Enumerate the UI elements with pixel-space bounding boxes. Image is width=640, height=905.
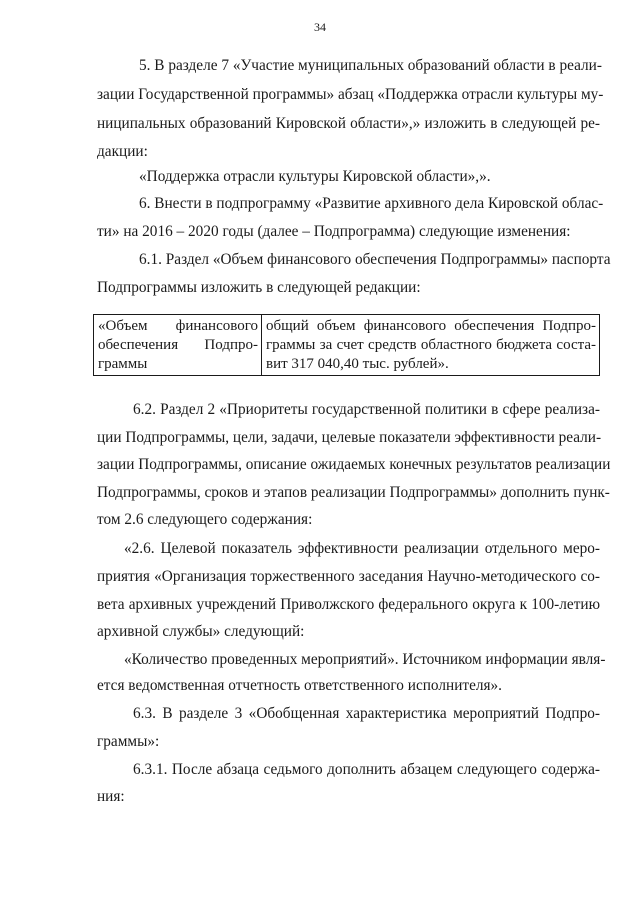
paragraph-6-line-2: ти» на 2016 – 2020 годы (далее – Подпрограмма) следующие изменения: (97, 223, 571, 240)
table-right-line-1: общий объем финансового обеспечения Подпро- (266, 318, 596, 334)
paragraph-2-6b-line-2: ется ведомственная отчетность ответственного исполнителя». (97, 677, 503, 694)
paragraph-5-line-1: 5. В разделе 7 «Участие муниципальных образований области в реали- (139, 57, 602, 74)
table-left-line-2: обеспечения Подпро- (98, 337, 258, 353)
table-right-line-3: вит 317 040,40 тыс. рублей». (266, 356, 449, 372)
paragraph-5-line-3: ниципальных образований Кировской области»,» изложить в следующей ре- (97, 115, 600, 132)
table-cell-right (266, 317, 596, 374)
paragraph-6-2-line-1: 6.2. Раздел 2 «Приоритеты государственной политики в сфере реализа- (133, 401, 600, 418)
paragraph-6-3-line-2: граммы»: (97, 733, 160, 750)
paragraph-2-6b-line-1: «Количество проведенных мероприятий». Источником информации явля- (124, 651, 606, 668)
financing-table (93, 314, 600, 376)
table-left-line-1: «Объем финансового (98, 318, 258, 334)
paragraph-5-line-4: дакции: (97, 143, 148, 160)
table-column-divider (261, 315, 262, 375)
paragraph-6-3-line-1: 6.3. В разделе 3 «Обобщенная характеристика мероприятий Подпро- (133, 705, 600, 722)
paragraph-6-2-line-3: зации Подпрограммы, описание ожидаемых конечных результатов реализации (97, 456, 611, 473)
paragraph-2-6-line-3: вета архивных учреждений Приволжского федерального округа к 100-летию (97, 596, 600, 613)
table-right-line-2: граммы за счет средств областного бюджета соста- (266, 337, 596, 353)
paragraph-5-quote: «Поддержка отрасли культуры Кировской области»,». (139, 168, 491, 185)
paragraph-2-6-line-2: приятия «Организация торжественного заседания Научно-методического со- (97, 568, 600, 585)
paragraph-6-2-line-5: том 2.6 следующего содержания: (97, 511, 313, 528)
table-cell-left (98, 317, 258, 374)
table-left-line-3: граммы (98, 356, 148, 372)
paragraph-2-6-line-1: «2.6. Целевой показатель эффективности реализации отдельного меро- (124, 540, 600, 557)
paragraph-6-1-line-2: Подпрограммы изложить в следующей редакции: (97, 279, 421, 296)
paragraph-5-line-2: зации Государственной программы» абзац «Поддержка отрасли культуры му- (97, 86, 604, 103)
paragraph-6-1-line-1: 6.1. Раздел «Объем финансового обеспечения Подпрограммы» паспорта (139, 251, 611, 268)
paragraph-6-2-line-2: ции Подпрограммы, цели, задачи, целевые показатели эффективности реали- (97, 429, 602, 446)
paragraph-6-3-1-line-2: ния: (97, 788, 125, 805)
page-number: 34 (314, 20, 326, 34)
paragraph-6-3-1-line-1: 6.3.1. После абзаца седьмого дополнить абзацем следующего содержа- (133, 761, 600, 778)
paragraph-6-2-line-4: Подпрограммы, сроков и этапов реализации Подпрограммы» дополнить пунк- (97, 484, 610, 501)
paragraph-2-6-line-4: архивной службы» следующий: (97, 623, 305, 640)
paragraph-6-line-1: 6. Внести в подпрограмму «Развитие архивного дела Кировской облас- (139, 195, 604, 212)
